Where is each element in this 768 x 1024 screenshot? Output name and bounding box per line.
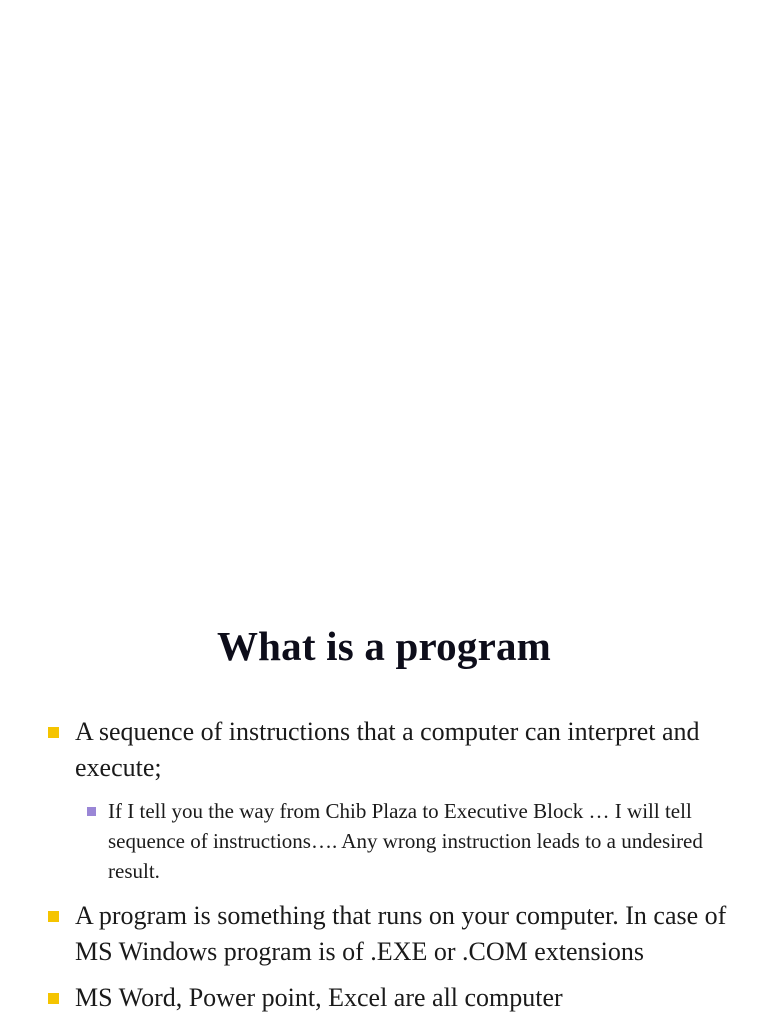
sub-bullet-text: If I tell you the way from Chib Plaza to Executive Block … I will tell sequence of instructions…. Any wrong instruction leads to a undesired result.	[108, 799, 703, 883]
slide	[0, 600, 768, 1024]
bullet-item	[0, 898, 768, 970]
square-sub-bullet-icon	[87, 807, 96, 816]
sub-bullet-item	[0, 796, 768, 886]
bullet-item	[0, 980, 768, 1016]
square-bullet-icon	[48, 993, 59, 1004]
slide-title: What is a program	[216, 623, 552, 669]
bullet-text: A program is something that runs on your computer. In case of MS Windows program is of .EXE or .COM extensions	[75, 901, 727, 966]
square-bullet-icon	[48, 727, 59, 738]
bullet-text: MS Word, Power point, Excel are all computer	[75, 983, 563, 1012]
bullet-list	[0, 714, 768, 1024]
bullet-item	[0, 714, 768, 786]
square-bullet-icon	[48, 911, 59, 922]
bullet-text: A sequence of instructions that a computer can interpret and execute;	[75, 717, 700, 782]
